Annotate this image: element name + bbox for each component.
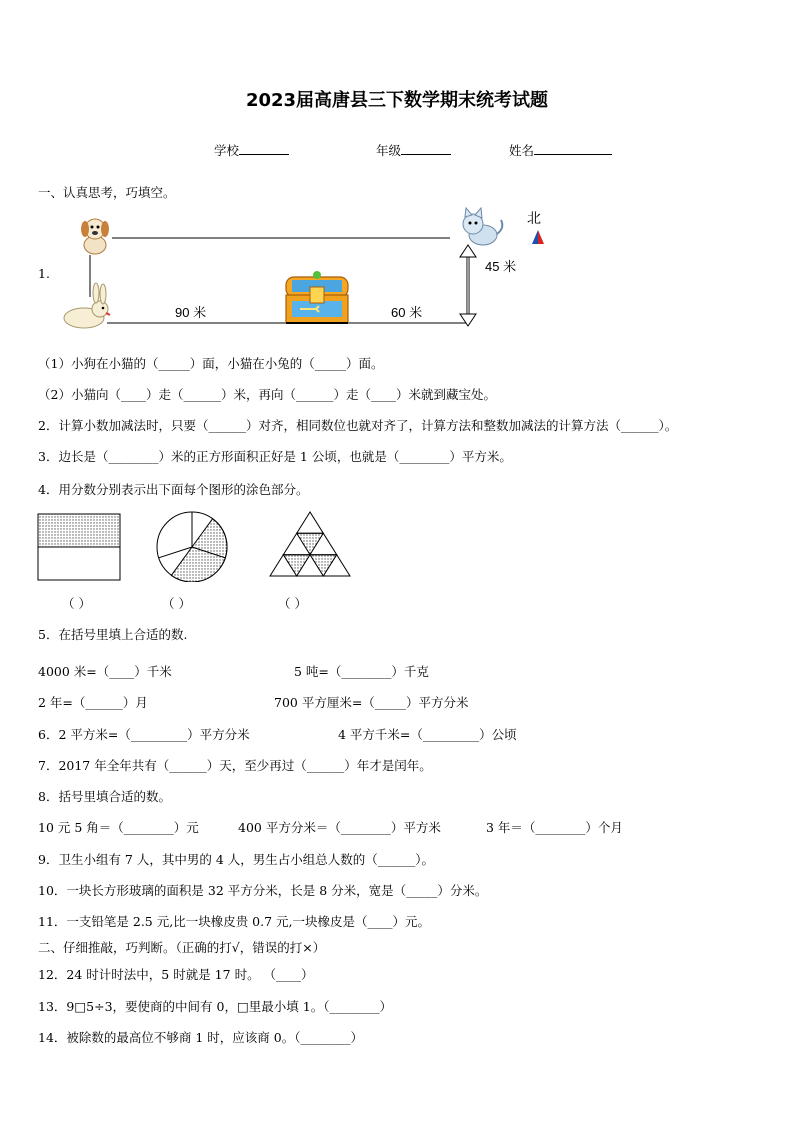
q2: 2．计算小数加减法时，只要（______）对齐，相同数位也就对齐了，计算方法和整数加减法的计算方法（______）。 bbox=[38, 418, 678, 433]
distance-60-label: 60 米 bbox=[391, 305, 423, 320]
grade-field[interactable] bbox=[376, 141, 451, 159]
q6-part-a: 6．2 平方米=（_________）平方分米 bbox=[38, 727, 250, 742]
q4: 4．用分数分别表示出下面每个图形的涂色部分。 bbox=[38, 482, 309, 497]
q7: 7．2017 年全年共有（______）天，至少再过（______）年才是闰年。 bbox=[38, 758, 432, 773]
q10: 10．一块长方形玻璃的面积是 32 平方分米，长是 8 分米，宽是（_____）分米。 bbox=[38, 883, 488, 898]
page-title: 2023届高唐县三下数学期末统考试题 bbox=[245, 90, 549, 111]
q8: 8．括号里填合适的数。 bbox=[38, 789, 171, 804]
q14: 14．被除数的最高位不够商 1 时，应该商 0。（________） bbox=[38, 1030, 363, 1045]
school-blank[interactable] bbox=[239, 142, 289, 155]
q4-answer-3[interactable]: （ ） bbox=[278, 596, 307, 611]
section-2-heading: 二、仔细推敲，巧判断。（正确的打√，错误的打×） bbox=[38, 940, 326, 955]
north-label: 北 bbox=[527, 211, 541, 227]
grade-label: 年级 bbox=[376, 143, 402, 158]
q1-sub1: （1）小狗在小猫的（_____）面，小猫在小兔的（_____）面。 bbox=[38, 356, 384, 371]
grade-blank[interactable] bbox=[401, 142, 451, 155]
q8-item-3: 3 年＝（________）个月 bbox=[486, 820, 623, 835]
q5-item-2: 5 吨=（________）千克 bbox=[294, 664, 429, 679]
q4-answer-1[interactable]: （ ） bbox=[62, 596, 91, 611]
distance-90-label: 90 米 bbox=[175, 305, 207, 320]
q4-circle-figure bbox=[157, 512, 227, 582]
q1-map-figure bbox=[55, 205, 565, 335]
q3: 3．边长是（________）米的正方形面积正好是 1 公顷，也就是（________）平方米。 bbox=[38, 449, 512, 464]
q11: 11．一支铅笔是 2.5 元,比一块橡皮贵 0.7 元,一块橡皮是（____）元。 bbox=[38, 914, 431, 929]
name-label: 姓名 bbox=[509, 143, 535, 158]
q5-item-4: 700 平方厘米=（_____）平方分米 bbox=[274, 695, 469, 710]
dog-icon bbox=[81, 219, 109, 254]
q4-triangle-figure bbox=[270, 512, 350, 576]
q4-answer-2[interactable]: （ ） bbox=[162, 596, 191, 611]
cat-icon bbox=[463, 208, 502, 245]
name-blank[interactable] bbox=[534, 142, 612, 155]
north-compass-icon bbox=[532, 230, 544, 244]
school-label: 学校 bbox=[214, 143, 240, 158]
q4-rectangle-figure bbox=[38, 514, 120, 580]
treasure-chest-icon bbox=[286, 271, 348, 323]
distance-arrow-icon bbox=[460, 245, 476, 326]
rabbit-icon bbox=[64, 283, 110, 328]
q1-number: 1. bbox=[38, 266, 50, 281]
q8-item-1: 10 元 5 角＝（________）元 bbox=[38, 820, 199, 835]
q8-item-2: 400 平方分米＝（________）平方米 bbox=[238, 820, 441, 835]
name-field[interactable] bbox=[509, 141, 612, 159]
q9: 9．卫生小组有 7 人，其中男的 4 人，男生占小组总人数的（______）。 bbox=[38, 852, 435, 867]
q5-item-3: 2 年=（______）月 bbox=[38, 695, 148, 710]
school-field[interactable] bbox=[214, 141, 289, 159]
q4-figures bbox=[36, 510, 366, 582]
q6-part-b: 4 平方千米=（_________）公顷 bbox=[338, 727, 517, 742]
q5-item-1: 4000 米=（____）千米 bbox=[38, 664, 172, 679]
q5: 5．在括号里填上合适的数. bbox=[38, 627, 188, 642]
q12: 12．24 时计时法中，5 时就是 17 时。 （____） bbox=[38, 967, 314, 982]
section-1-heading: 一、认真思考，巧填空。 bbox=[38, 185, 176, 200]
q1-sub2: （2）小猫向（____）走（______）米，再向（______）走（____）米就到藏宝处。 bbox=[38, 387, 496, 402]
q13: 13．9□5÷3，要使商的中间有 0，□里最小填 1。（________） bbox=[38, 999, 392, 1014]
distance-45-label: 45 米 bbox=[485, 259, 517, 274]
